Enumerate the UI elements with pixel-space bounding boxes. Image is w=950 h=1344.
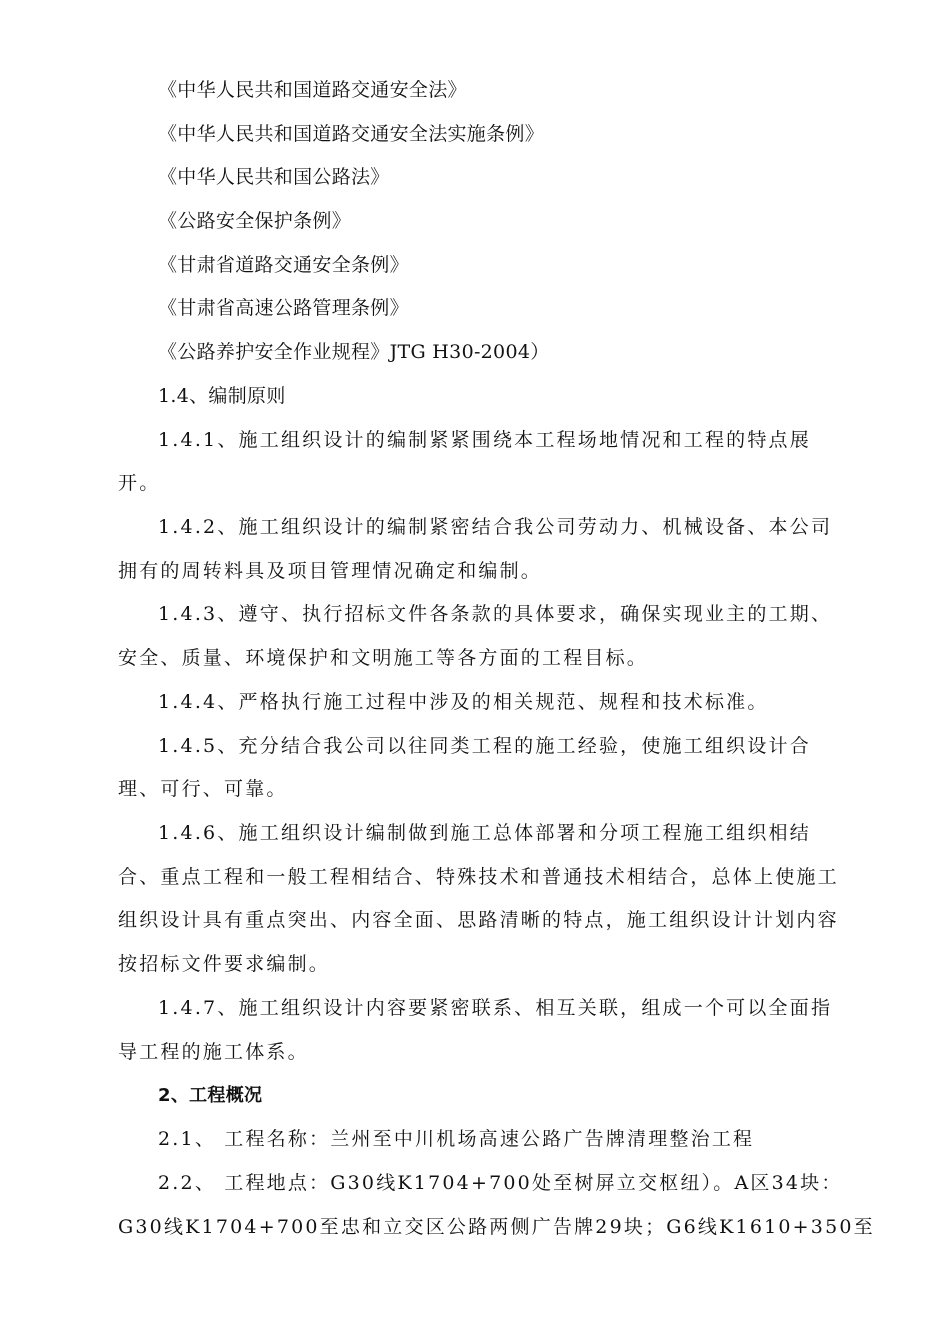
paragraph-1-4-4-line-1: 1.4.4、严格执行施工过程中涉及的相关规范、规程和技术标准。 (158, 691, 769, 713)
reference-law-traffic-safety: 《中华人民共和国道路交通安全法》 (158, 79, 467, 101)
reference-gansu-traffic-regulations: 《甘肃省道路交通安全条例》 (158, 254, 409, 276)
paragraph-1-4-3-line-1: 1.4.3、遵守、执行招标文件各条款的具体要求，确保实现业主的工期、 (158, 603, 833, 625)
paragraph-1-4-6-line-1: 1.4.6、施工组织设计编制做到施工总体部署和分项工程施工组织相结 (158, 822, 811, 844)
section-2-title: 2、工程概况 (158, 1085, 263, 1106)
paragraph-1-4-7-line-2: 导工程的施工体系。 (118, 1041, 309, 1063)
reference-highway-law: 《中华人民共和国公路法》 (158, 166, 390, 188)
paragraph-1-4-2-line-2: 拥有的周转料具及项目管理情况确定和编制。 (118, 560, 543, 582)
section-1-4-title: 1.4、编制原则 (158, 385, 286, 407)
paragraph-2-2-line-1: 2.2、 工程地点：G30线K1704+700处至树屏立交枢纽）。A区34块： (158, 1172, 843, 1194)
paragraph-2-2-line-2: G30线K1704+700至忠和立交区公路两侧广告牌29块；G6线K1610+350至 (118, 1216, 875, 1238)
paragraph-1-4-6-line-3: 组织设计具有重点突出、内容全面、思路清晰的特点，施工组织设计计划内容 (118, 909, 839, 931)
paragraph-1-4-2-line-1: 1.4.2、施工组织设计的编制紧密结合我公司劳动力、机械设备、本公司 (158, 516, 833, 538)
reference-traffic-safety-regulations: 《中华人民共和国道路交通安全法实施条例》 (158, 123, 545, 145)
paragraph-1-4-1-line-1: 1.4.1、施工组织设计的编制紧紧围绕本工程场地情况和工程的特点展 (158, 429, 811, 451)
reference-gansu-expressway-regulations: 《甘肃省高速公路管理条例》 (158, 297, 409, 319)
paragraph-1-4-5-line-2: 理、可行、可靠。 (118, 778, 288, 800)
paragraph-1-4-6-line-4: 按招标文件要求编制。 (118, 953, 331, 975)
paragraph-1-4-7-line-1: 1.4.7、施工组织设计内容要紧密联系、相互关联，组成一个可以全面指 (158, 997, 833, 1019)
reference-maintenance-safety-code: 《公路养护安全作业规程》JTG H30-2004） (158, 341, 550, 363)
paragraph-1-4-6-line-2: 合、重点工程和一般工程相结合、特殊技术和普通技术相结合，总体上使施工 (118, 866, 839, 888)
paragraph-2-1: 2.1、 工程名称：兰州至中川机场高速公路广告牌清理整治工程 (158, 1128, 755, 1150)
paragraph-1-4-5-line-1: 1.4.5、充分结合我公司以往同类工程的施工经验，使施工组织设计合 (158, 735, 811, 757)
paragraph-1-4-3-line-2: 安全、质量、环境保护和文明施工等各方面的工程目标。 (118, 647, 649, 669)
paragraph-1-4-1-line-2: 开。 (118, 472, 161, 494)
reference-highway-protection-regulations: 《公路安全保护条例》 (158, 210, 352, 232)
